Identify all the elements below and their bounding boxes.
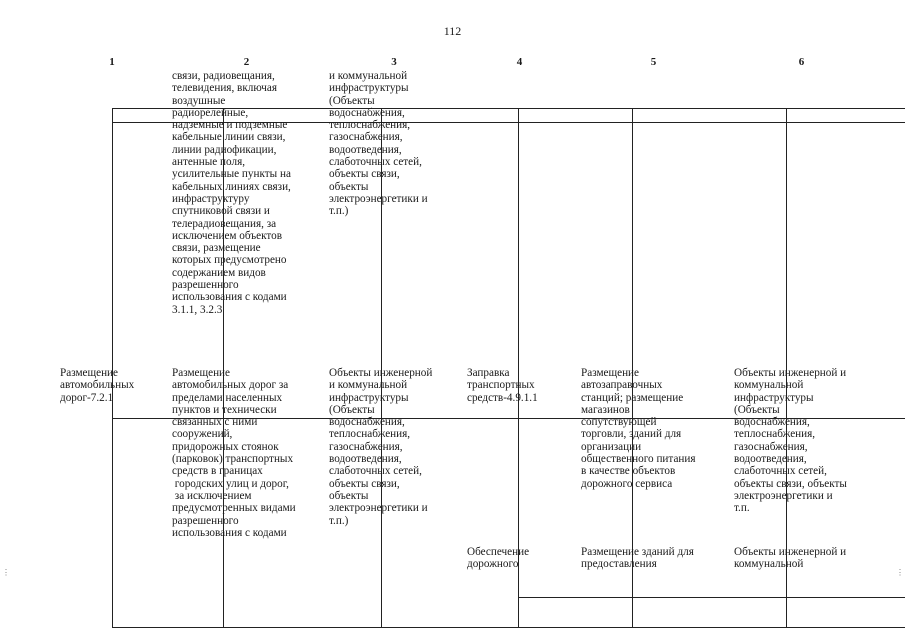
scan-edge-mark-right: ⋮	[896, 568, 904, 577]
column-header-4: 4	[516, 56, 523, 68]
row2-col5-text: Размещение автозаправочных станций; размещение магазинов сопутствующей торговли, зданий для организации общественного питания в качестве объектов дорожного сервиса	[581, 367, 696, 490]
subrow-divider	[518, 597, 905, 598]
row2-col2-text: Размещение автомобильных дорог за пределами населенных пунктов и технически связанных с ними сооружений, придорожных стоянок (парковок) транспортных средств в границах городских улиц и дорог, за исключением предусмотренных видами разрешенного использования с кодами	[172, 367, 296, 539]
subrow-col6-text: Объекты инженерной и коммунальной	[734, 546, 847, 571]
column-header-6: 6	[798, 56, 805, 68]
page-number: 112	[443, 24, 462, 38]
row1-col2-text: связи, радиовещания, телевидения, включая воздушные радиорелейные, надземные и подземные кабельные линии связи, линии радиофикации, антенные поля, усилительные пункты на кабельных линиях связи, инфраструктуру спутниковой связи и телерадиовещания, за исключением объектов связи, размещение которых предусмотрено содержанием видов разрешенного использования с кодами 3.1.1, 3.2.3	[172, 70, 291, 316]
row1-col3-text: и коммунальной инфраструктуры (Объекты водоснабжения, теплоснабжения, газоснабжения, водоотведения, слаботочных сетей, объекты связи, объекты электроэнергетики и т.п.)	[329, 70, 428, 218]
column-header-3: 3	[391, 56, 397, 68]
column-header-1: 1	[109, 56, 115, 68]
column-header-5: 5	[650, 56, 657, 68]
subrow-col4-text: Обеспечение дорожного	[467, 546, 530, 571]
column-header-2: 2	[243, 56, 250, 68]
scan-edge-mark-left: ⋮	[2, 568, 10, 577]
subrow-col5-text: Размещение зданий для предоставления	[581, 546, 694, 571]
row2-col4-text: Заправка транспортных средств-4.9.1.1	[467, 367, 538, 404]
row2-col1-text: Размещение автомобильных дорог-7.2.1	[60, 367, 135, 404]
row2-col3-text: Объекты инженерной и коммунальной инфраструктуры (Объекты водоснабжения, теплоснабжения, газоснабжения, водоотведения, слаботочных сетей, объекты связи, объекты электроэнергетики и т.п.)	[329, 367, 433, 527]
row2-col6-text: Объекты инженерной и коммунальной инфраструктуры (Объекты водоснабжения, теплоснабжения, газоснабжения, водоотведения, слаботочных сетей, объекты связи, объекты электроэнергетики и т.п.	[734, 367, 847, 515]
